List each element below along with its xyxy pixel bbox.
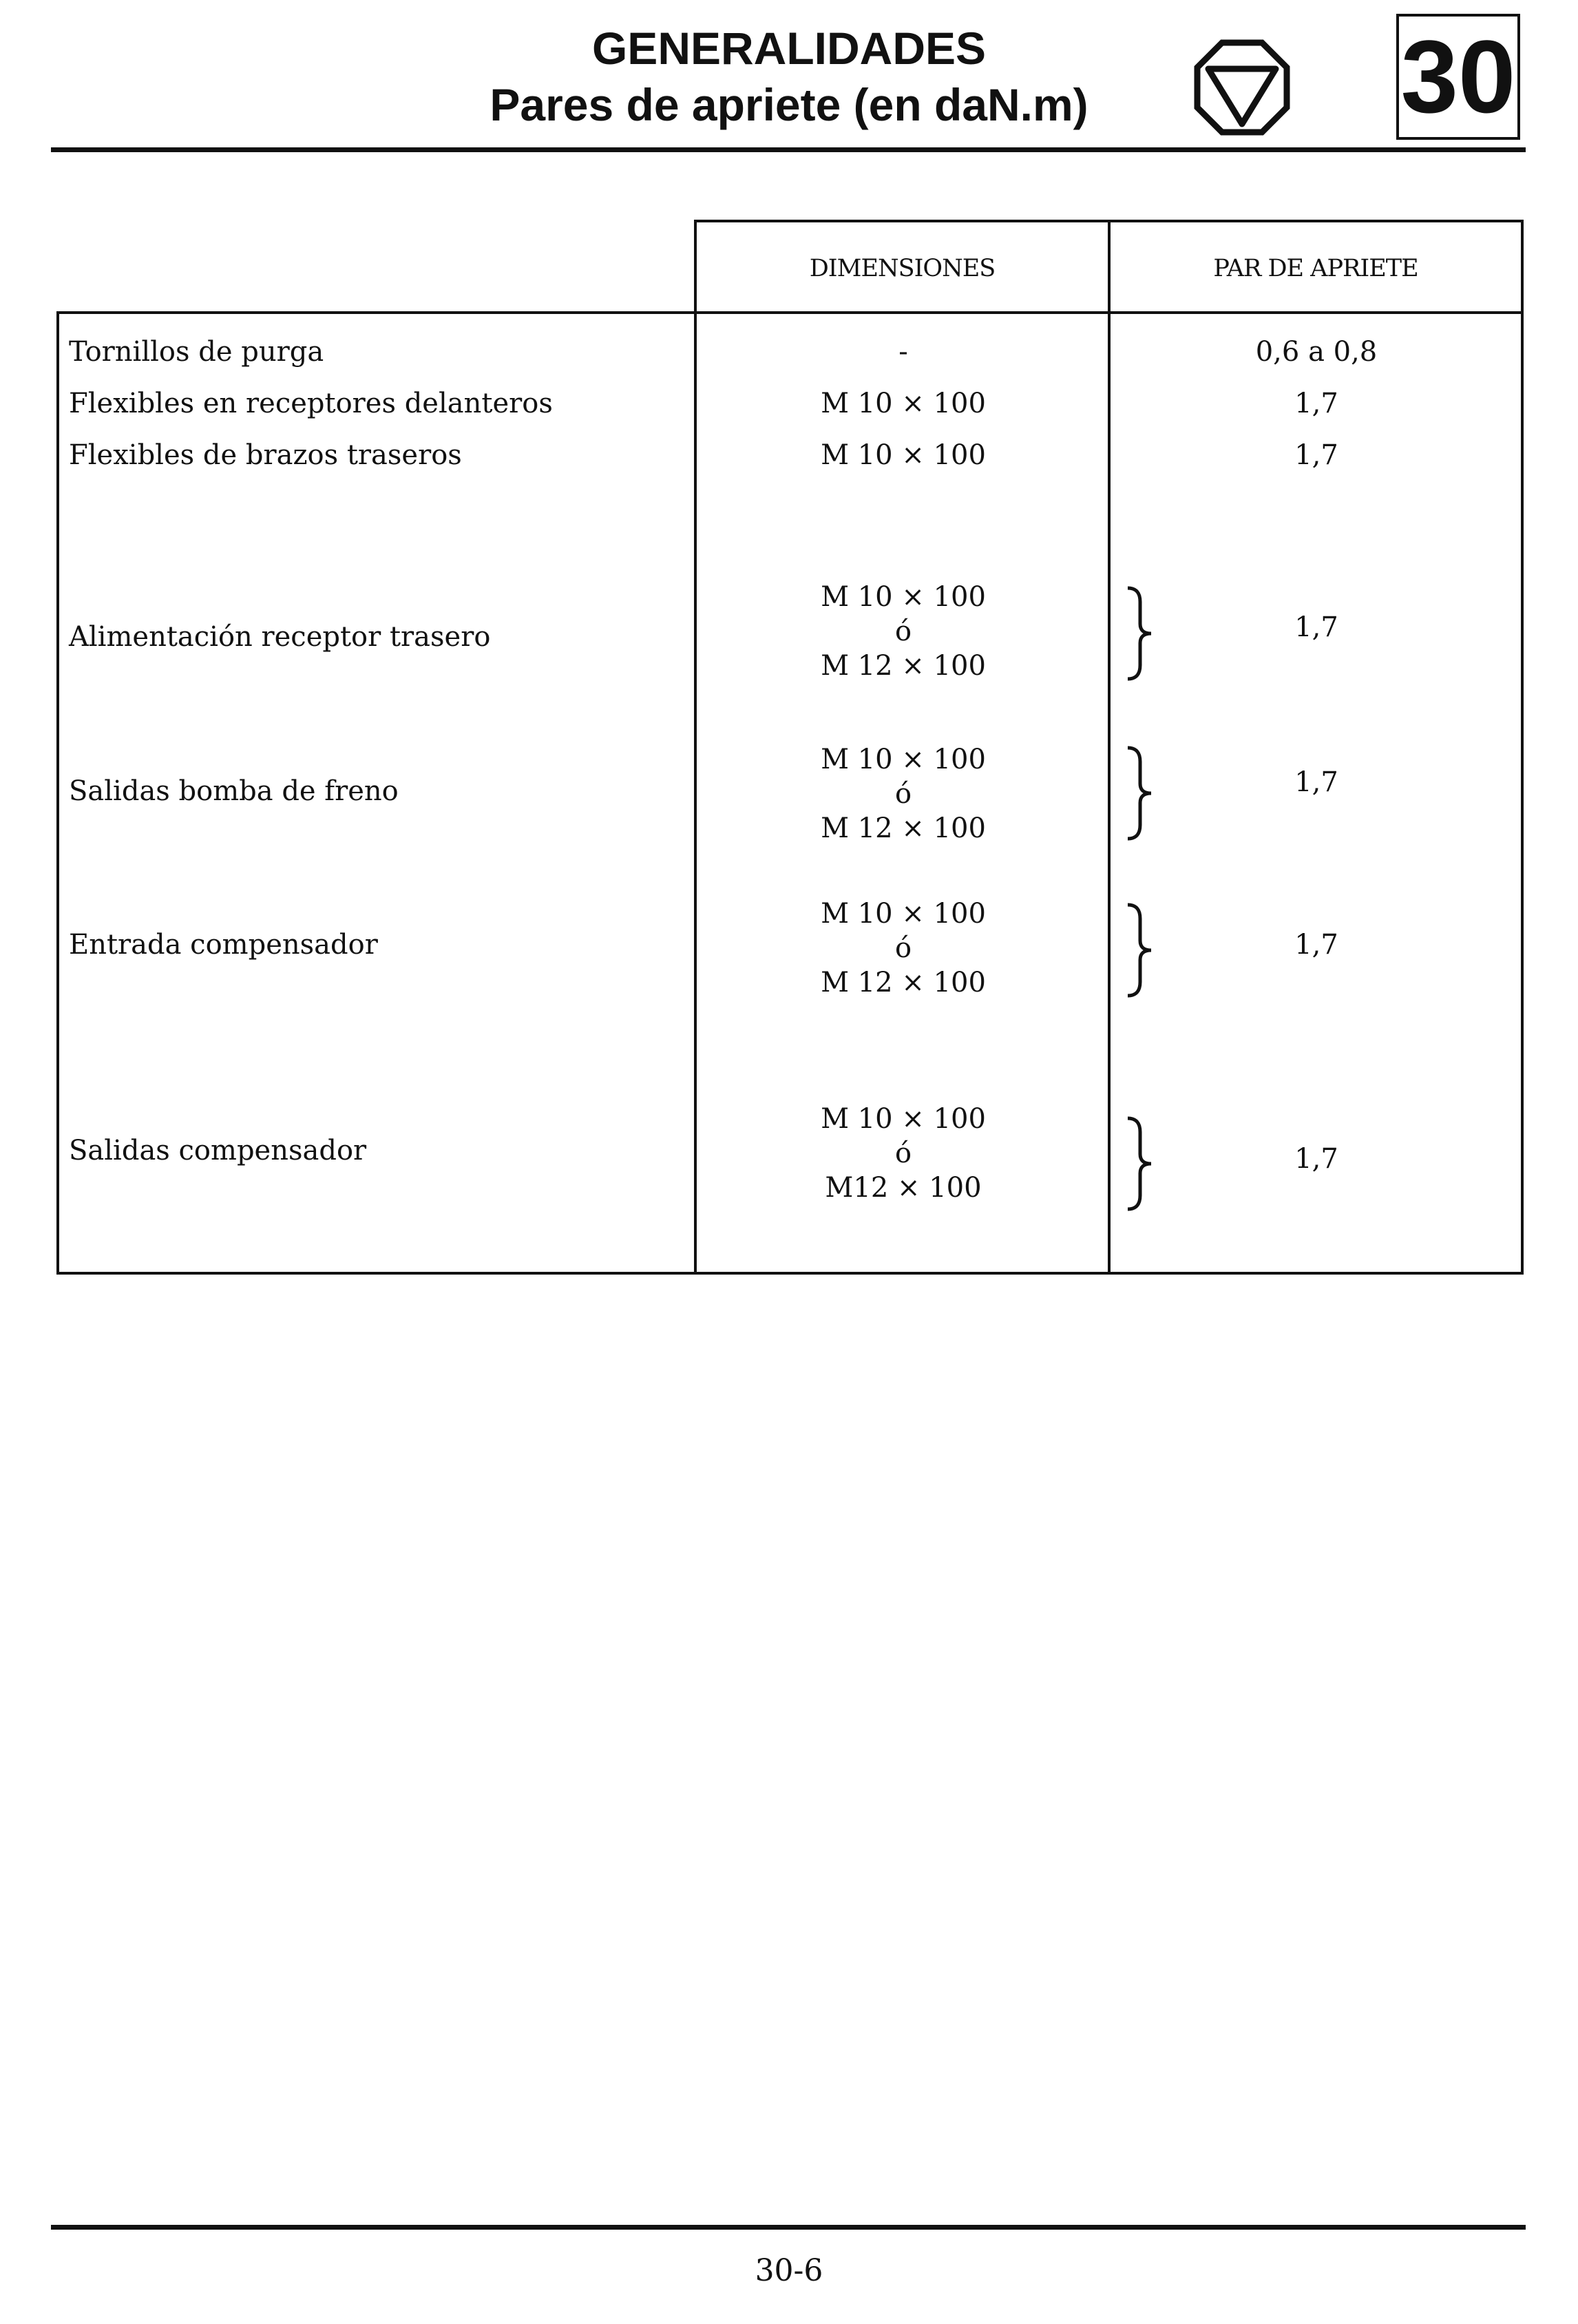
table-border-right [1521, 220, 1524, 1275]
section-number-badge: 30 [1396, 14, 1520, 140]
stop-triangle-icon [1193, 39, 1291, 136]
row-item: Flexibles en receptores delanteros [69, 388, 553, 419]
row-item: Flexibles de brazos traseros [69, 439, 462, 471]
row-dimension-alt: M 12 × 100 [821, 650, 986, 682]
row-dimension-alt: M12 × 100 [825, 1172, 982, 1204]
table-border-left [56, 311, 59, 1275]
row-item: Salidas bomba de freno [69, 775, 399, 807]
row-dimension-or: ó [894, 1138, 912, 1169]
row-dimension-or: ó [894, 616, 912, 647]
row-item: Entrada compensador [69, 929, 378, 961]
page-title: GENERALIDADES [591, 23, 987, 74]
row-dimension: M 10 × 100 [821, 1103, 986, 1135]
table-border-bottom [56, 1272, 1524, 1275]
row-torque: 1,7 [1294, 388, 1338, 419]
row-dimension: - [898, 336, 908, 368]
row-dimension-or: ó [894, 932, 912, 964]
table-border-header-bottom [56, 311, 1524, 314]
row-dimension: M 10 × 100 [821, 581, 986, 613]
row-torque: 1,7 [1294, 766, 1338, 798]
row-dimension: M 10 × 100 [821, 744, 986, 775]
row-dimension: M 10 × 100 [821, 388, 986, 419]
page-number: 30-6 [755, 2253, 823, 2288]
row-dimension-alt: M 12 × 100 [821, 967, 986, 998]
header-rule [51, 147, 1526, 152]
row-dimension: M 10 × 100 [821, 898, 986, 930]
row-dimension: M 10 × 100 [821, 439, 986, 471]
row-item: Tornillos de purga [69, 336, 324, 368]
row-dimension-or: ó [894, 778, 912, 810]
row-torque: 1,7 [1294, 929, 1338, 961]
row-dimension-alt: M 12 × 100 [821, 813, 986, 844]
row-torque: 1,7 [1294, 1143, 1338, 1175]
row-torque: 1,7 [1294, 611, 1338, 643]
footer-rule [51, 2225, 1526, 2230]
row-item: Alimentación receptor trasero [69, 621, 491, 653]
table-divider-dimensions [694, 220, 697, 1275]
row-item: Salidas compensador [69, 1135, 367, 1166]
row-torque: 0,6 a 0,8 [1255, 336, 1378, 368]
column-header-torque: PAR DE APRIETE [1213, 255, 1418, 282]
page-subtitle: Pares de apriete (en daN.m) [490, 79, 1088, 130]
column-header-dimensions: DIMENSIONES [809, 255, 996, 282]
table-divider-torque [1108, 220, 1111, 1275]
row-torque: 1,7 [1294, 439, 1338, 471]
